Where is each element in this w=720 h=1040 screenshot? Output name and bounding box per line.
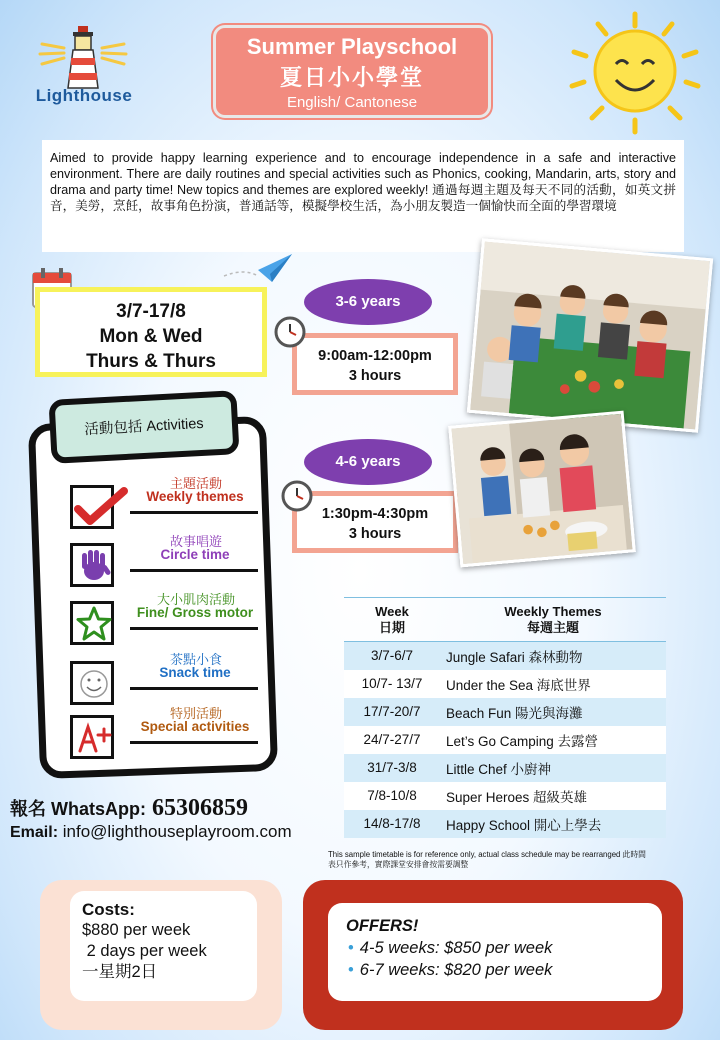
theme-cell: Jungle Safari 森林動物	[440, 642, 666, 670]
activity-en: Special activities	[140, 719, 250, 734]
paper-plane-icon	[222, 252, 294, 286]
weekly-themes-table	[344, 597, 666, 838]
offers-card	[328, 903, 662, 1001]
activity-zh: 茶點小食	[169, 653, 222, 668]
lighthouse-icon	[28, 22, 138, 92]
offer-item: • 6-7 weeks: $820 per week	[348, 961, 553, 979]
children-photo-1	[467, 238, 713, 433]
lighthouse-logo	[28, 22, 138, 112]
activity-item-circle-time	[70, 531, 270, 591]
clock-icon	[274, 316, 306, 348]
duration-1: 3 hours	[348, 368, 402, 384]
smiley-icon	[76, 666, 112, 702]
activity-zh: 主題活動	[169, 477, 222, 492]
header-theme: Weekly Themes 每週主題	[440, 598, 666, 642]
table-row	[344, 642, 666, 670]
week-cell: 7/8-10/8	[344, 782, 440, 810]
activity-en: Circle time	[160, 547, 230, 562]
activity-zh: 特別活動	[169, 707, 222, 722]
title-banner	[213, 25, 491, 118]
costs-heading: Costs:	[82, 900, 135, 919]
activity-en: Weekly themes	[146, 489, 244, 504]
email-link[interactable]: info@lighthouseplayroom.com	[62, 822, 292, 841]
table-row	[344, 782, 666, 810]
activity-zh: 故事唱遊	[169, 535, 222, 550]
duration-2: 3 hours	[348, 526, 402, 542]
whatsapp-number[interactable]: 65306859	[151, 795, 248, 821]
table-row	[344, 810, 666, 838]
table-row	[344, 698, 666, 726]
theme-cell: Beach Fun 陽光與海灘	[440, 698, 666, 726]
theme-cell: Little Chef 小廚神	[440, 754, 666, 782]
table-row	[344, 726, 666, 754]
age-badge-1: 3-6 years	[304, 279, 432, 325]
date-range: 3/7-17/8	[116, 301, 186, 322]
a-plus-icon	[74, 719, 114, 757]
week-cell: 31/7-3/8	[344, 754, 440, 782]
logo-text: Lighthouse	[35, 86, 133, 105]
sun-icon	[560, 8, 710, 138]
activity-item-snack	[70, 649, 270, 709]
time-box-1	[292, 333, 458, 395]
clock-icon	[281, 480, 313, 512]
star-icon	[75, 605, 113, 643]
table-header-row	[344, 598, 666, 642]
whatsapp-line	[10, 795, 248, 822]
time-1: 9:00am-12:00pm	[318, 348, 432, 364]
week-cell: 17/7-20/7	[344, 698, 440, 726]
table-row	[344, 754, 666, 782]
costs-days-zh: 一星期2日	[82, 963, 158, 981]
week-cell: 3/7-6/7	[344, 642, 440, 670]
title-language: English/ Cantonese	[286, 94, 418, 111]
time-box-2	[292, 491, 458, 553]
activity-zh: 大小肌肉活動	[156, 593, 235, 608]
activity-item-weekly-themes	[70, 473, 270, 533]
offers-heading: OFFERS!	[346, 917, 419, 935]
intro-paragraph: Aimed to provide happy learning experience and to encourage independence in a safe and interactive environment. There are daily routines and special activities such as Phonics, cooking, Mandarin, arts, story and drama and party time! New topics and themes are explored weekly! 通過每週主題及每天不同的活動，如英文拼音，美勞，烹飪，故事角色扮演，普通話等，模擬學校生活，為小朋友製造一個愉快而全面的學習環境	[42, 140, 684, 252]
week-cell: 10/7- 13/7	[344, 670, 440, 698]
activity-en: Fine/ Gross motor	[136, 605, 254, 620]
table-row	[344, 670, 666, 698]
costs-days: 2 days per week	[82, 942, 207, 960]
week-cell: 24/7-27/7	[344, 726, 440, 754]
children-photo-2	[448, 411, 636, 568]
costs-card	[70, 891, 257, 1001]
activity-en: Snack time	[159, 665, 231, 680]
email-line	[10, 822, 292, 842]
activity-item-motor	[70, 589, 270, 649]
whatsapp-label: 報名 WhatsApp:	[10, 799, 146, 819]
offer-item: • 4-5 weeks: $850 per week	[348, 939, 553, 957]
title-english: Summer Playschool	[246, 34, 458, 59]
days-line-1: Mon & Wed	[99, 326, 203, 347]
theme-cell: Super Heroes 超級英雄	[440, 782, 666, 810]
days-line-2: Thurs & Thurs	[86, 351, 216, 372]
timetable-note: This sample timetable is for reference only, actual class schedule may be rearranged 此時間表只作參考，實際課堂安排會按需要調整	[328, 850, 646, 869]
theme-cell: Let’s Go Camping 去露營	[440, 726, 666, 754]
email-label: Email:	[10, 824, 59, 841]
costs-price: $880 per week	[82, 921, 191, 939]
date-box	[35, 287, 267, 377]
week-cell: 14/8-17/8	[344, 810, 440, 838]
header-week: Week 日期	[344, 598, 440, 642]
title-chinese: 夏日小小學堂	[279, 66, 424, 91]
time-2: 1:30pm-4:30pm	[321, 506, 429, 522]
activities-heading: 活動包括 Activities	[48, 390, 239, 464]
theme-cell: Under the Sea 海底世界	[440, 670, 666, 698]
activity-item-special	[70, 703, 270, 763]
age-badge-2: 4-6 years	[304, 439, 432, 485]
handprint-icon	[76, 547, 112, 583]
theme-cell: Happy School 開心上學去	[440, 810, 666, 838]
